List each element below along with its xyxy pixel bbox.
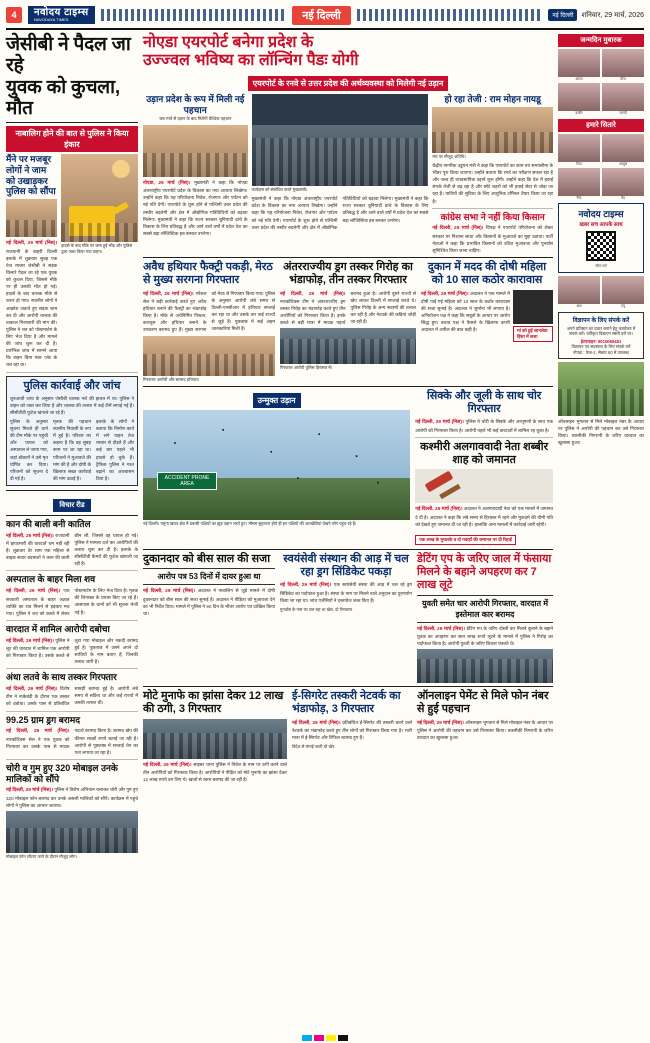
vichar-item bbox=[6, 672, 138, 707]
rail-cell bbox=[558, 276, 600, 308]
mid-story-head: दुकान में मदद की दोषी महिला को 10 साल कठोर कारावास bbox=[427, 261, 547, 287]
ad-text: अपने प्रतिष्ठान का प्रचार कराने हेतु कार्यालय में संपर्क करें। वर्गीकृत विज्ञापन सस्ती दरों पर। bbox=[566, 325, 636, 337]
vichar-item-head: 99.25 ग्राम ड्रग बरामद bbox=[6, 714, 81, 725]
ad-address: नोएडा : फेज़-2, सेक्टर 60 में उपलब्ध bbox=[573, 349, 629, 355]
vichar-item-head: वारदात में शामिल आरोपी दबोचा bbox=[6, 623, 110, 634]
rail-name: सान्वी bbox=[619, 111, 627, 116]
lower-story bbox=[280, 553, 412, 683]
congress-box-body: नई दिल्ली, 29 मार्च (निस)। विपक्ष ने एयरपोर्ट परियोजना को लेकर सरकार पर निशाना साधा और किसानों के मुआवजे का मुद्दा उठाया। पार्टी नेताओं ने कहा कि प्रभावित किसानों को उचित मुआवजा और पुनर्वास सुनिश्चित किया जाना चाहिए। bbox=[432, 225, 553, 254]
child-photo bbox=[558, 276, 600, 304]
promo-qr-label: स्कैन करें bbox=[595, 264, 607, 269]
ad-title: विज्ञापन के लिए संपर्क करें bbox=[572, 317, 630, 324]
lead-center-sub-left: उड़ान प्रदेश के रूप में मिली नई पहचान bbox=[146, 93, 245, 115]
gavel-illustration bbox=[415, 469, 553, 503]
ad-phone: हेल्पलाइन: 9015065481 bbox=[580, 338, 622, 344]
vichar-item-body: नई दिल्ली, 29 मार्च (निस)। राजधानी में झपटमारी की वारदातें थम नहीं रही हैं। शुक्रवार देर शाम एक महिला से बाइक सवार बदमाशों ने कान की बाली छीन ली, जिससे वह घायल हो गई। पुलिस ने मामला दर्ज कर आरोपियों की तलाश शुरू कर दी है। इलाके के सीसीटीवी कैमरों की फुटेज खंगाली जा रही है। bbox=[6, 532, 138, 567]
section-tag-vichar: विचार रीड bbox=[53, 499, 90, 512]
logo-subtitle: NAVODAYA TIMES bbox=[34, 17, 69, 22]
rail-name: तनु bbox=[620, 303, 626, 308]
lead-left-photo-caption: हादसे के बाद मौके पर जमा हुई भीड़ और पुलिस द्वारा जब्त किया गया वाहन। bbox=[61, 243, 133, 254]
vichar-item bbox=[6, 519, 138, 567]
lead-center-photo-right bbox=[432, 107, 553, 153]
date-line: शनिवार, 29 मार्च, 2026 bbox=[581, 11, 644, 19]
brand-promo bbox=[558, 203, 644, 272]
mid-story-caption: गिरफ्तार आरोपी और बरामद हथियार। bbox=[143, 376, 200, 382]
decorative-bars-2 bbox=[357, 9, 543, 21]
vichar-item-head: अंधा लतवे के साथ तस्कर गिरफ्तार bbox=[6, 672, 117, 683]
vichar-item-body: नई दिल्ली, 29 मार्च (निस)। एक सरकारी अस्पताल के बाहर अज्ञात व्यक्ति का शव मिलने से हड़कंप मच गया। पुलिस ने शव को कब्जे में लेकर पोस्टमार्टम के लिए भेज दिया है। मृतक की शिनाख्त के प्रयास किए जा रहे हैं। आसपास के थानों को भी सूचना भेजी गई है। bbox=[6, 588, 138, 616]
decorative-bars bbox=[101, 9, 287, 21]
mid-story bbox=[280, 261, 416, 383]
rail-cell bbox=[602, 83, 644, 115]
stars-grid bbox=[558, 134, 644, 201]
bottom-story-body: नई दिल्ली, 29 मार्च (निस)। साइबर थाना पुलिस ने निवेश के नाम पर ठगी करने वाले तीन आरोपियों को गिरफ्तार किया है। आरोपियों ने पीड़ित को मोटे मुनाफे का झांसा देकर 12 लाख रुपये ठग लिए थे। खातों से रकम बरामद की जा रही है। bbox=[143, 761, 287, 783]
color-bar-cyan bbox=[302, 1035, 312, 1041]
bottom-story-head: मोटे मुनाफे का झांसा देकर 12 लाख की ठगी, 3 गिरफ्तार bbox=[143, 690, 284, 716]
rail-name: नैना bbox=[576, 195, 582, 200]
rail-cell bbox=[602, 49, 644, 81]
rail-section-stars: हमारे सितारे bbox=[558, 119, 644, 132]
masthead-right bbox=[548, 9, 644, 21]
color-bar-magenta bbox=[314, 1035, 324, 1041]
color-bar-black bbox=[338, 1035, 348, 1041]
vichar-item-head: चोरी व गुम हुए 320 मोबाइल उनके मालिकों को सौंपे bbox=[6, 762, 118, 784]
rail-name: कबीर bbox=[575, 111, 583, 116]
umang-photo bbox=[143, 410, 410, 520]
promo-brand: नवोदय टाइम्स bbox=[578, 209, 624, 220]
lead-left-headline-1: जेसीबी ने पैदल जा रहे bbox=[6, 34, 131, 77]
lower-story-head: स्वयंसेवी संस्थान की आड़ में चल रहा ड्रग सिंडिकेट पकड़ा bbox=[283, 552, 409, 579]
umang-caption: नई दिल्ली। यमुना खादर क्षेत्र में प्रवासी पक्षियों का झुंड उड़ान भरते हुए। मौसम सुहावना होते ही इन पक्षियों की अठखेलियां देखने लोग पहुंच रहे हैं। bbox=[143, 521, 357, 527]
bottom-story-head: ई-सिगरेट तस्करी नेटवर्क का भंडाफोड़, 3 गिरफ्तार bbox=[292, 690, 401, 716]
lower-story-sub: पुनर्वास के नाम पर चल रहा था खेल, दो गिरफ्तार bbox=[280, 606, 353, 612]
right-rail bbox=[558, 34, 644, 1034]
rail-name: रिया bbox=[576, 161, 582, 166]
kashmiri-body: नई दिल्ली, 29 मार्च (निस)। अदालत ने अलगाववादी नेता को एक मामले में जमानत दे दी है। अदालत ने कहा कि लंबे समय से हिरासत में रहने और मुकदमे की धीमी गति को देखते हुए जमानत दी जा रही है। हालांकि अन्य मामलों में कार्रवाई जारी रहेगी। bbox=[415, 506, 553, 527]
lower-story-head: डेटिंग एप के जरिए जाल में फंसाया मिलने के बहाने अपहरण कर 7 लाख लूटे bbox=[417, 552, 552, 592]
rail-cell bbox=[558, 49, 600, 81]
lead-left-headline-2: युवक को कुचला, मौत bbox=[6, 76, 120, 119]
vichar-item-body: नई दिल्ली, 29 मार्च (निस)। पुलिस ने विशेष अभियान चलाकर चोरी और गुम हुए 320 मोबाइल फोन बरामद कर उनके असली मालिकों को सौंपे। कार्यक्रम में पहुंचे लोगों ने पुलिस का आभार जताया। bbox=[6, 787, 138, 808]
rail-name: वेद bbox=[621, 195, 625, 200]
lower-story-photo bbox=[417, 649, 553, 683]
bottom-story-photo bbox=[143, 719, 287, 759]
mid-story-photo bbox=[280, 328, 416, 364]
mid-story bbox=[143, 261, 275, 383]
lead-left-portrait bbox=[6, 199, 57, 237]
mid-story-photo bbox=[143, 336, 275, 376]
rail-cell bbox=[558, 83, 600, 115]
city-tag: नई दिल्ली bbox=[292, 6, 351, 25]
lower-story-head: दुकानदार को बीस साल की सजा bbox=[143, 552, 271, 565]
police-box-title: पुलिस कार्रवाई और जांच bbox=[23, 379, 121, 392]
lead-center-body-right: केंद्रीय नागरिक उड्डयन मंत्री ने कहा कि एयरपोर्ट का काम तय समयसीमा के भीतर पूरा किया जाएगा। उन्होंने बताया कि रनवे का परीक्षण सफल रहा है और जल्द ही व्यावसायिक उड़ानें शुरू होंगी। उन्होंने कहा कि देश में हवाई संपर्क तेजी से बढ़ रहा है और छोटे शहरों को भी हवाई सेवा से जोड़ा जा रहा है। यात्रियों की सुविधा के लिए आधुनिक टर्मिनल तैयार किया जा रहा है। bbox=[432, 163, 553, 204]
lead-center-photo-caption: कार्यक्रम को संबोधित करते मुख्यमंत्री। bbox=[251, 186, 308, 192]
vichar-item bbox=[6, 715, 138, 756]
lead-center-strap: एयरपोर्ट के रनवे से उत्तर प्रदेश की अर्थव्यवस्था को मिलेगी नई उड़ान bbox=[248, 76, 449, 91]
bottom-story bbox=[417, 690, 553, 783]
child-photo bbox=[602, 83, 644, 111]
mid-story-stamp: मां को हुई जानलेवा हिंसा में सजा bbox=[513, 326, 553, 342]
bottom-story bbox=[143, 690, 287, 783]
police-action-box bbox=[6, 376, 138, 487]
vichar-item-body: नई दिल्ली, 29 मार्च (निस)। नारकोटिक्स सेल ने एक युवक को गिरफ्तार कर उसके पास से मादक पदार्थ बरामद किया है। बरामद खेप की कीमत लाखों रुपये बताई जा रही है। आरोपी से पूछताछ में सप्लाई चेन का पता लगाया जा रहा है। bbox=[6, 728, 138, 755]
vichar-item-head: कान की बाली बनी कातिल bbox=[6, 519, 91, 530]
registration-color-bars bbox=[6, 1035, 644, 1041]
kashmiri-head: कश्मीरी अलगाववादी नेता शब्बीर शाह को जमानत bbox=[420, 440, 549, 467]
rail-cell bbox=[558, 168, 600, 200]
mid-story-body: नई दिल्ली, 29 मार्च (निस)। नारकोटिक्स टीम ने अंतरराज्यीय ड्रग तस्कर गिरोह का भंडाफोड़ करते हुए तीन आरोपियों को गिरफ्तार किया है। इनके कब्जे से बड़ी मात्रा में मादक पदार्थ बरामद हुआ है। आरोपी दूसरे राज्यों से खेप लाकर दिल्ली में सप्लाई करते थे। पुलिस गिरोह के अन्य सदस्यों की तलाश कर रही है और नेटवर्क की कड़ियां जोड़ी जा रही हैं। bbox=[280, 290, 416, 326]
qr-code-icon[interactable] bbox=[586, 231, 616, 261]
vichar-item-body: नई दिल्ली, 29 मार्च (निस)। पुलिस ने लूट की वारदात में शामिल एक आरोपी को गिरफ्तार किया है। उसके कब्जे से लूटा गया मोबाइल और नकदी बरामद हुई है। पूछताछ में उसने अपने दो साथियों के नाम बताए हैं, जिनकी तलाश जारी है। bbox=[6, 637, 138, 665]
police-box-para: मृतक की पहचान स्थानीय निवासी के रूप में हुई है। परिवार का कहना है कि वह सुबह काम पर जा रहा था। परिजनों ने मुआवजे की मांग की है और दोषी के खिलाफ सख्त कार्रवाई की मांग उठाई है। bbox=[53, 419, 91, 481]
vichar-item-photo bbox=[6, 811, 138, 853]
child-photo bbox=[558, 134, 600, 162]
police-box-para: इलाके के लोगों ने बताया कि निर्माण कार्य में लगे वाहन तेज रफ्तार से दौड़ते हैं और कई बार पहले भी हादसे हो चुके हैं। ट्रैफिक पुलिस ने गश्त बढ़ाने का आश्वासन दिया है। bbox=[96, 419, 134, 481]
stars-grid-2 bbox=[558, 276, 644, 308]
rail-bottom-photo bbox=[558, 362, 644, 416]
coin-story-head: सिक्के और जूली के साथ चोर गिरफ्तार bbox=[426, 390, 542, 416]
vichar-item-head: अस्पताल के बाहर मिला शव bbox=[6, 574, 96, 585]
child-photo bbox=[602, 276, 644, 304]
mid-story-head: अंतरराज्यीय ड्रग तस्कर गिरोह का भंडाफोड़, तीन तस्कर गिरफ्तार bbox=[283, 261, 413, 287]
edition-tag: नई दिल्ली bbox=[548, 9, 577, 21]
page-number-badge: 4 bbox=[6, 7, 22, 23]
coin-story-body: नई दिल्ली, 29 मार्च (निस)। पुलिस ने चोरी के सिक्के और आभूषणों के साथ एक आरोपी को गिरफ्तार किया है। आरोपी पहले भी कई वारदातों में शामिल रह चुका है। bbox=[415, 419, 553, 433]
lead-center-headline-2: उज्ज्वल भविष्य का लॉन्चिंग पैडः योगी bbox=[143, 52, 359, 70]
court-photo bbox=[513, 290, 553, 324]
birthday-grid bbox=[558, 49, 644, 116]
vichar-item bbox=[6, 574, 138, 617]
logo-title: नवोदय टाइम्स bbox=[34, 7, 89, 18]
left-column bbox=[6, 34, 138, 1034]
mid-story bbox=[421, 261, 553, 383]
lead-center-photo-left bbox=[143, 125, 248, 177]
child-photo bbox=[558, 168, 600, 196]
rail-cell bbox=[602, 168, 644, 200]
contact-ad-box[interactable] bbox=[558, 312, 644, 359]
lead-center-photo-caption-right: मंच पर मौजूद अतिथि। bbox=[432, 153, 467, 159]
child-photo bbox=[602, 49, 644, 77]
child-photo bbox=[558, 83, 600, 111]
lead-center-sub-left-small: जब रनवे से उड़ान के बाद मिलेगी वैश्विक पहचान bbox=[159, 116, 232, 122]
bottom-story-body: नई दिल्ली, 29 मार्च (निस)। ऑनलाइन भुगतान से मिले मोबाइल नंबर के आधार पर पुलिस ने आरोपी की पहचान कर उसे गिरफ्तार किया। तकनीकी निगरानी के जरिए वारदात का खुलासा हुआ। bbox=[417, 719, 553, 741]
lower-story-sub: आरोप पत्र 53 दिनों में दायर हुआ था bbox=[143, 568, 275, 585]
child-photo bbox=[602, 168, 644, 196]
rail-cell bbox=[602, 276, 644, 308]
bottom-story-body: नई दिल्ली, 29 मार्च (निस)। प्रतिबंधित ई-सिगरेट की तस्करी करने वाले नेटवर्क का भंडाफोड़ करते हुए तीन लोगों को गिरफ्तार किया गया है। भारी मात्रा में ई-सिगरेट और रिफिल बरामद हुए हैं। bbox=[292, 719, 412, 741]
rail-name: अंश bbox=[576, 303, 582, 308]
center-column bbox=[143, 34, 553, 1034]
mid-story-body: नई दिल्ली, 29 मार्च (निस)। अदालत ने एक मामले में दोषी पाई गई महिला को 10 साल के कठोर कारावास की सजा सुनाई है। अदालत ने जुर्माना भी लगाया है। अभियोजन पक्ष ने कहा कि सबूतों के आधार पर आरोप सिद्ध हुए। बचाव पक्ष ने फैसले के खिलाफ ऊपरी अदालत में अपील की बात कही है। bbox=[421, 290, 510, 333]
child-photo bbox=[558, 49, 600, 77]
ad-note: विज्ञापन एवं सदस्यता के लिए संपर्क करें bbox=[571, 344, 631, 350]
rail-name: आरव bbox=[575, 77, 583, 81]
rail-cell bbox=[558, 134, 600, 166]
rail-section-birthday: जन्मदिन मुबारक bbox=[558, 34, 644, 47]
lower-story bbox=[417, 553, 553, 683]
bottom-story-head: ऑनलाइन पेमेंट से मिले फोन नंबर से हुई पहचान bbox=[417, 690, 549, 716]
lower-story-body: नई दिल्ली, 29 मार्च (निस)। एक स्वयंसेवी संस्था की आड़ में चल रहे ड्रग सिंडिकेट का पर्दाफाश हुआ है। संस्था के नाम पर मिलने वाले अनुदान का दुरुपयोग किया जा रहा था। जांच एजेंसियों ने दस्तावेज जब्त किए हैं। bbox=[280, 582, 412, 603]
umang-tag: उन्मुक्त उड़ान bbox=[253, 393, 301, 408]
lead-center-body-left: नोएडा, 29 मार्च (निस)। मुख्यमंत्री ने कहा कि नोएडा अंतरराष्ट्रीय एयरपोर्ट प्रदेश के विकास का नया अध्याय लिखेगा। उन्होंने कहा कि यह परियोजना निवेश, रोजगार और पर्यटन को नई गति देगी। एयरपोर्ट के शुरू होने से पश्चिमी उत्तर प्रदेश की तस्वीर बदलेगी और क्षेत्र में औद्योगिक गतिविधियों को बढ़ावा मिलेगा। मुख्यमंत्री ने कहा कि राज्य सरकार बुनियादी ढांचे के विकास के लिए प्रतिबद्ध है और आने वाले वर्षों में प्रदेश देश का सबसे बड़ा लॉजिस्टिक हब बनकर उभरेगा। bbox=[143, 179, 248, 236]
color-bar-yellow bbox=[326, 1035, 336, 1041]
lower-story-sub: युवती समेत चार आरोपी गिरफ्तार, वारदात में इस्तेमाल कार बरामद bbox=[417, 595, 553, 623]
rail-cell bbox=[602, 134, 644, 166]
promo-tagline: खबर सच आपके साथ bbox=[579, 222, 623, 229]
lower-story-body: नई दिल्ली, 29 मार्च (निस)। अदालत ने नाबालिग से जुड़े मामले में दोषी दुकानदार को बीस साल की सजा सुनाई है। अदालत ने पीड़िता को मुआवजा देने का भी निर्देश दिया। मामले में पुलिस ने 90 दिन के भीतर आरोप पत्र दाखिल किया था। bbox=[143, 588, 275, 616]
police-box-intro: शुरुआती जांच के अनुसार जेसीबी चालक नशे की हालत में था। पुलिस ने वाहन को जब्त कर लिया है और चालक की तलाश में कई टीमें लगाई गई हैं। सीसीटीवी फुटेज खंगाले जा रहे हैं। bbox=[10, 395, 134, 415]
vichar-item-caption: मोबाइल फोन लौटाए जाने के दौरान मौजूद लोग। bbox=[6, 854, 78, 860]
lead-left-body: नई दिल्ली, 29 मार्च (निस)। राजधानी के बाहरी दिल्ली इलाके में शुक्रवार सुबह एक तेज रफ्तार जेसीबी ने सड़क किनारे पैदल जा रहे एक युवक को कुचल दिया, जिससे मौके पर ही उसकी मौत हो गई। हादसे के बाद चालक मौके से फरार हो गया। स्थानीय लोगों ने आक्रोश जताते हुए सड़क जाम कर दी और आरोपी चालक की तत्काल गिरफ्तारी की मांग की। पुलिस ने शव को पोस्टमार्टम के लिए भेज दिया है और मामले की जांच शुरू कर दी है। प्रारंभिक जांच में सामने आया कि वाहन बिना नंबर प्लेट के चल रहा था। bbox=[6, 241, 58, 368]
congress-box-head: कांग्रेस सभा ने नहीं किया किसान bbox=[440, 211, 545, 222]
rail-name: मीरा bbox=[620, 77, 626, 81]
lead-left-main-photo bbox=[61, 154, 138, 242]
vichar-item-body: नई दिल्ली, 29 मार्च (निस)। विशेष टीम ने नाकेबंदी के दौरान एक तस्कर को दबोचा। उसके पास से प्रतिबंधित सामग्री बरामद हुई है। आरोपी लंबे समय से सक्रिय था और कई राज्यों में उसकी तलाश थी। bbox=[6, 685, 138, 707]
masthead bbox=[6, 4, 644, 30]
rail-bottom-text: ऑनलाइन भुगतान से मिले मोबाइल नंबर के आधार पर पुलिस ने आरोपी की पहचान कर उसे गिरफ्तार किया। तकनीकी निगरानी के जरिए वारदात का खुलासा हुआ। bbox=[558, 419, 644, 446]
mid-story-body: नई दिल्ली, 29 मार्च (निस)। स्पेशल सेल ने बड़ी कार्रवाई करते हुए अवैध हथियार बनाने की फैक्ट्री का भंडाफोड़ किया है। मौके से अर्धनिर्मित पिस्टल, कारतूस और हथियार बनाने के उपकरण बरामद हुए हैं। मुख्य सरगना को मेरठ से गिरफ्तार किया गया। पुलिस के अनुसार आरोपी लंबे समय से दिल्ली-एनसीआर में हथियार सप्लाई कर रहा था और उसके तार कई राज्यों से जुड़े हैं। पूछताछ में कई अहम जानकारियां मिली हैं। bbox=[143, 290, 275, 333]
signboard-text: ACCIDENT PRONE AREA bbox=[157, 472, 217, 490]
vichar-item bbox=[6, 624, 138, 665]
mid-story-caption: गिरफ्तार आरोपी पुलिस हिरासत में। bbox=[280, 365, 333, 371]
lead-center-sub-right: हो रहा तेजी : राम मोहन नायडू bbox=[444, 93, 541, 104]
lead-center-main-photo bbox=[252, 94, 429, 186]
lead-center-headline-1: नोएडा एयरपोर्ट बनेगा प्रदेश के bbox=[143, 34, 314, 51]
lead-center-body-extra: मुख्यमंत्री ने कहा कि नोएडा अंतरराष्ट्रीय एयरपोर्ट प्रदेश के विकास का नया अध्याय लिखेगा। उन्होंने कहा कि यह परियोजना निवेश, रोजगार और पर्यटन को नई गति देगी। एयरपोर्ट के शुरू होने से पश्चिमी उत्तर प्रदेश की तस्वीर बदलेगी और क्षेत्र में औद्योगिक गतिविधियों को बढ़ावा मिलेगा। मुख्यमंत्री ने कहा कि राज्य सरकार बुनियादी ढांचे के विकास के लिए प्रतिबद्ध है और आने वाले वर्षों में प्रदेश देश का सबसे बड़ा लॉजिस्टिक हब बनकर उभरेगा। bbox=[251, 196, 429, 230]
mid-story-head: अवैध हथियार फैक्ट्री पकड़ी, मेरठ से मुख्य सरगना गिरफ्तार bbox=[143, 261, 273, 287]
lower-story bbox=[143, 553, 275, 683]
lead-left-kicker: नाबालिग होने की बात से पुलिस ने किया इंकार bbox=[6, 126, 138, 152]
lead-left-quote: मैंने पर मजबूर लोगों ने जाम को उखाड़कर पुलिस को सौंपा bbox=[6, 154, 56, 197]
lower-story-body: नई दिल्ली, 29 मार्च (निस)। डेटिंग एप के जरिए दोस्ती कर मिलने बुलाने के बहाने युवक का अपहरण कर सात लाख रुपये लूटने के मामले में पुलिस ने गिरोह का पर्दाफाश किया है। आरोपी युवती के जरिए शिकार फंसाते थे। bbox=[417, 625, 553, 647]
rail-name: आयुष bbox=[619, 161, 627, 166]
vichar-item-last bbox=[6, 763, 138, 861]
child-photo bbox=[602, 134, 644, 162]
bottom-story bbox=[292, 690, 412, 783]
newspaper-logo bbox=[28, 6, 95, 24]
police-box-para: पुलिस के अनुसार सूचना मिलते ही थाने की टीम मौके पर पहुंची और घायल को अस्पताल ले जाया गया, जहां डॉक्टरों ने उसे मृत घोषित कर दिया। परिजनों को सूचना दे दी गई है। bbox=[10, 419, 48, 481]
kashmiri-stamp: एक लाख के मुचलके व दो गवाहों की जमानत पर दी रिहाई bbox=[415, 535, 516, 545]
bottom-story-sub: विदेश से मंगाई जाती थी खेप bbox=[292, 744, 335, 750]
